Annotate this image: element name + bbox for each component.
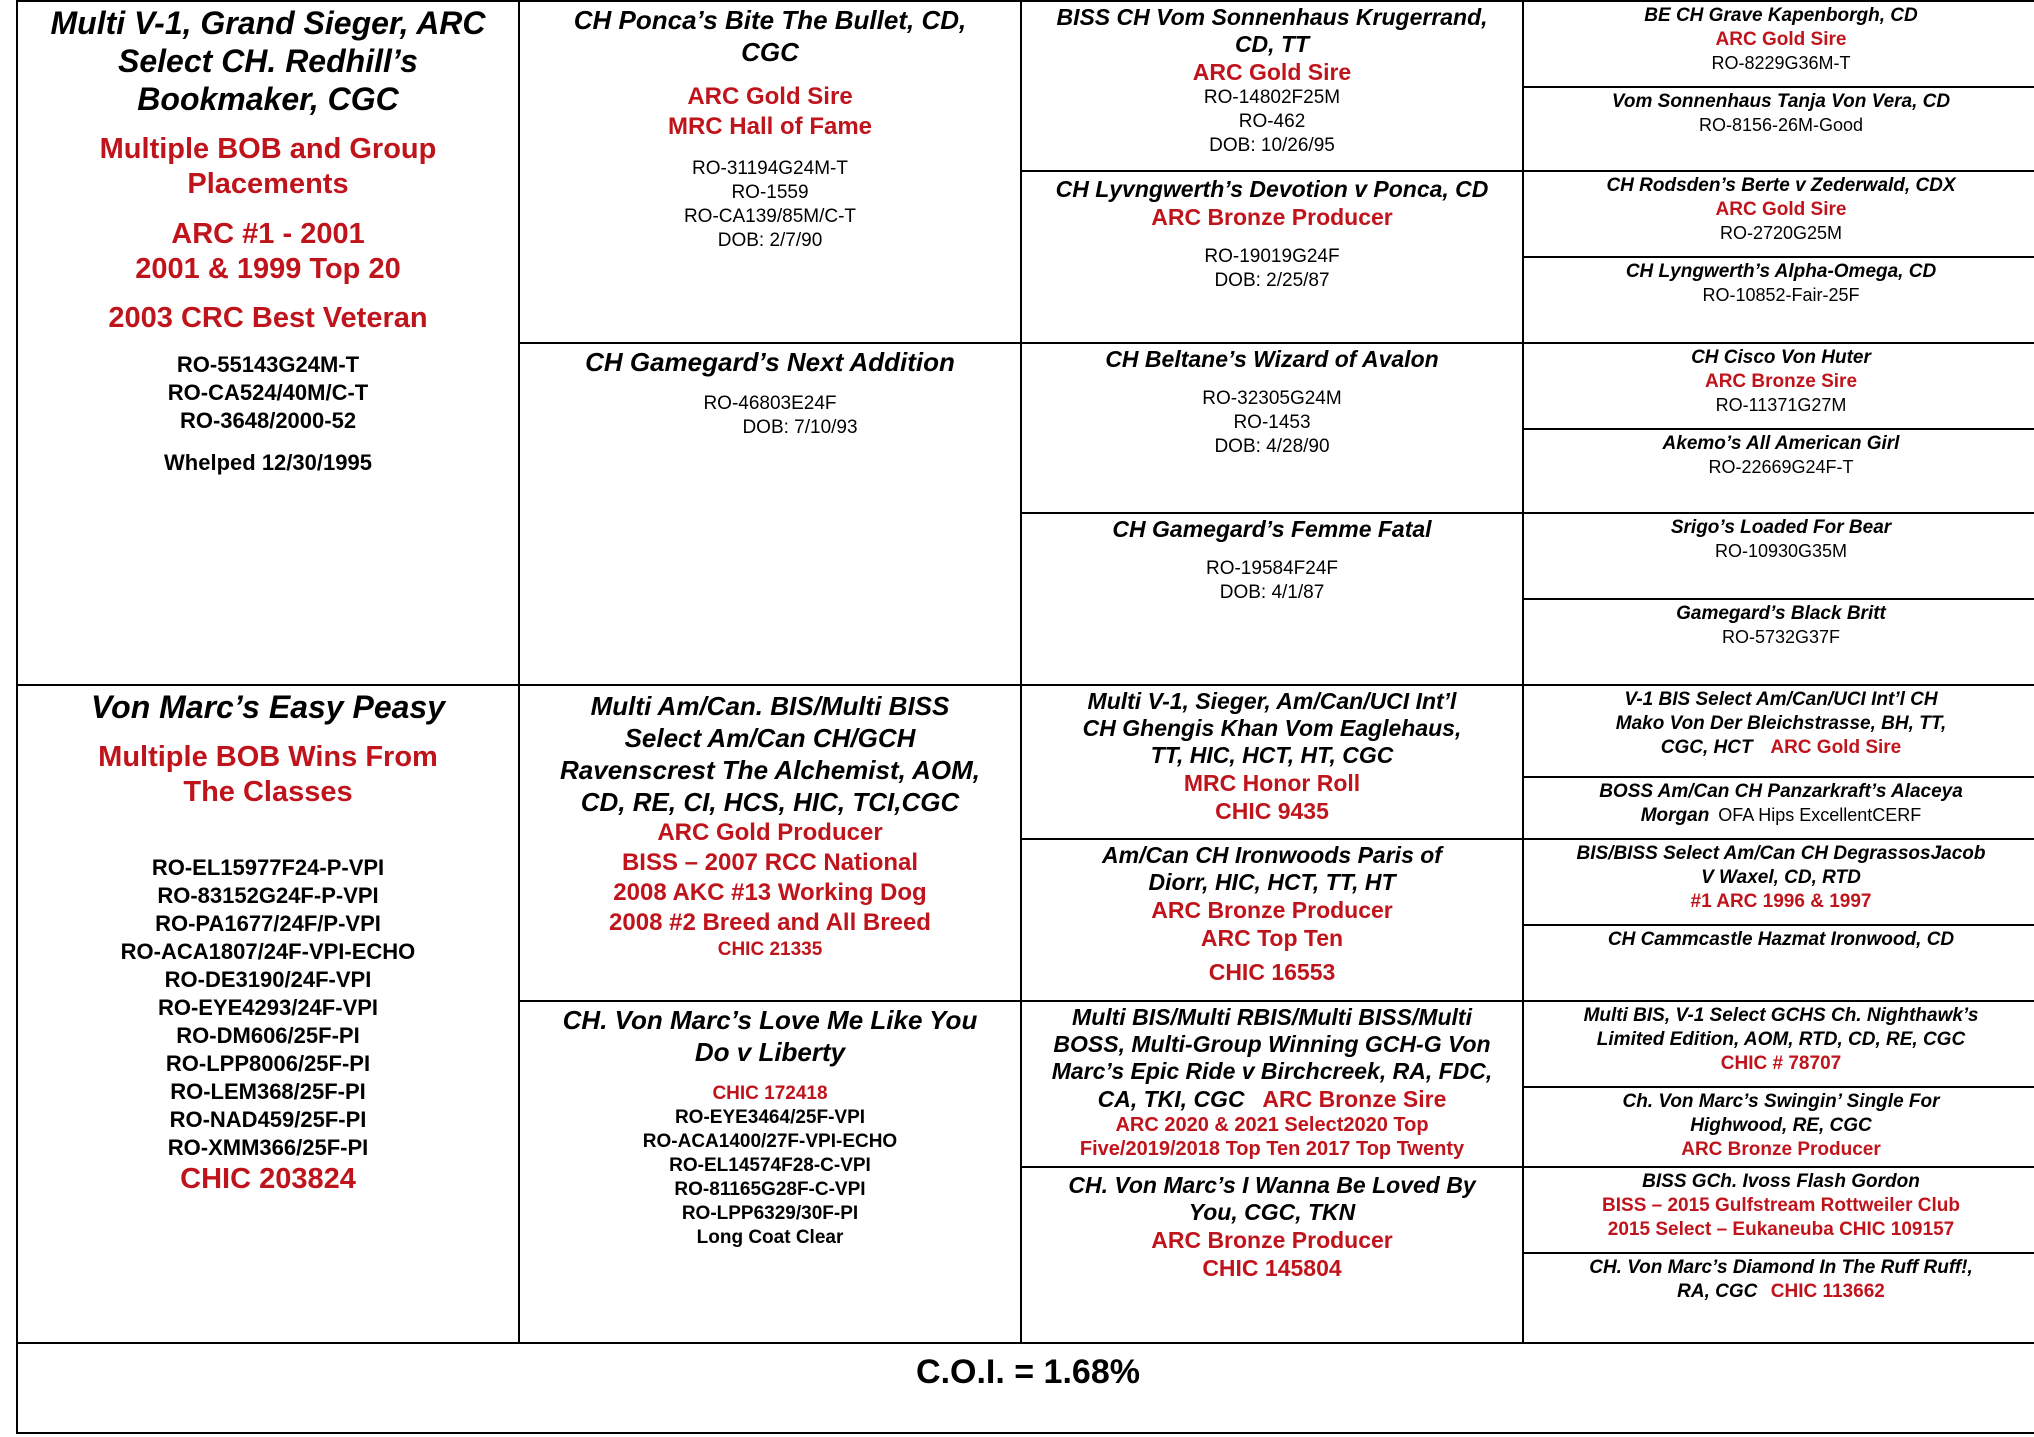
g4-name: CH Lyngwerth’s Alpha-Omega, CD	[1625, 261, 1937, 282]
ss-dob: DOB: 2/7/90	[717, 229, 823, 251]
g4-cell-12	[1522, 924, 2034, 1002]
g4-cell-13	[1522, 1000, 2034, 1088]
sire-name-line: Bookmaker, CGC	[137, 81, 399, 117]
g4-cell-6	[1522, 428, 2034, 514]
coi-footer	[16, 1342, 2034, 1434]
dam-number: RO-ACA1807/24F-VPI-ECHO	[120, 938, 416, 964]
g3-cell-2	[1020, 170, 1524, 344]
g4-name-line: Limited Edition, AOM, RTD, CD, RE, CGC	[1596, 1029, 1966, 1050]
sd-number: RO-46803E24F	[703, 393, 837, 415]
g4-name-line: Multi BIS, V-1 Select GCHS Ch. Nighthawk’s	[1583, 1005, 1979, 1026]
g4-award: ARC Bronze Sire	[1704, 371, 1858, 392]
g3-name-line: Marc’s Epic Ride v Birchcreek, RA, FDC,	[1051, 1058, 1493, 1084]
dam-number: RO-LPP8006/25F-PI	[165, 1050, 371, 1076]
g3-award: CHIC 9435	[1215, 798, 1329, 824]
g4-name-line: BOSS Am/Can CH Panzarkraft’s Alaceya	[1599, 781, 1963, 802]
g4-cell-8	[1522, 598, 2034, 686]
sire-name-line: Select CH. Redhill’s	[118, 43, 418, 79]
dam-number: RO-XMM366/25F-PI	[167, 1134, 369, 1160]
g3-dob: DOB: 10/26/95	[1209, 135, 1335, 156]
sire-number: RO-3648/2000-52	[179, 407, 357, 433]
dam-number: RO-DE3190/24F-VPI	[164, 966, 372, 992]
g4-name-line: CGC, HCT	[1660, 737, 1753, 758]
g4-cell-5	[1522, 342, 2034, 430]
g4-award: ARC Gold Sire	[1715, 199, 1847, 220]
ss-number: RO-1559	[731, 181, 809, 203]
g3-award: CHIC 145804	[1202, 1255, 1342, 1281]
dam-number: RO-LEM368/25F-PI	[170, 1078, 366, 1104]
g3-name-line: CH. Von Marc’s I Wanna Be Loved By	[1068, 1172, 1476, 1198]
g4-name-line: CH Cammcastle Hazmat Ironwood, CD	[1607, 929, 1955, 950]
g3-cell-3	[1020, 342, 1524, 514]
g4-name-line: Ch. Von Marc’s Swingin’ Single For	[1622, 1091, 1940, 1112]
g4-number: RO-8156-26M-Good	[1698, 115, 1864, 135]
g3-cell-5	[1020, 684, 1524, 840]
g3-name-line: CD, TT	[1234, 31, 1310, 57]
g3-award: ARC Bronze Producer	[1151, 897, 1393, 923]
pedigree-chart	[16, 0, 2034, 1434]
sire-award-line: ARC #1 - 2001	[171, 217, 365, 250]
dd-cell	[518, 1000, 1022, 1344]
g3-dob: DOB: 4/1/87	[1219, 582, 1325, 604]
g4-name: CH Rodsden’s Berte v Zederwald, CDX	[1606, 175, 1956, 196]
g4-number: RO-11371G27M	[1715, 395, 1847, 415]
dam-number: RO-83152G24F-P-VPI	[157, 882, 379, 908]
sire-title-line: Multiple BOB and Group	[99, 133, 437, 166]
g4-number: RO-5732G37F	[1721, 627, 1841, 647]
g3-name-line: CA, TKI, CGC	[1097, 1086, 1245, 1112]
g3-number: RO-1453	[1233, 412, 1311, 434]
dam-number: RO-PA1677/24F/P-VPI	[155, 910, 381, 936]
g4-cell-2	[1522, 86, 2034, 172]
g4-award: ARC Gold Sire	[1715, 29, 1847, 50]
g4-name: CH Cisco Von Huter	[1691, 347, 1871, 368]
g4-cell-4	[1522, 256, 2034, 344]
dd-number: RO-81165G28F-C-VPI	[674, 1179, 866, 1201]
g3-name-line: TT, HIC, HCT, HT, CGC	[1150, 742, 1394, 768]
dam-number: RO-NAD459/25F-PI	[169, 1106, 367, 1132]
ds-chic: CHIC 21335	[717, 939, 823, 960]
g3-name-line: Am/Can CH Ironwoods Paris of	[1102, 842, 1442, 868]
dd-number: RO-EL14574F28-C-VPI	[669, 1155, 871, 1177]
g3-cell-1	[1020, 0, 1524, 172]
dam-title-line: Multiple BOB Wins From	[98, 741, 438, 774]
g3-name-line: Diorr, HIC, HCT, TT, HT	[1148, 869, 1396, 895]
dam-number: RO-EYE4293/24F-VPI	[157, 994, 379, 1020]
sd-dob: DOB: 7/10/93	[742, 417, 858, 439]
ds-name-line: Select Am/Can CH/GCH	[624, 723, 916, 753]
g3-cell-4	[1020, 512, 1524, 686]
sire-title-line: Placements	[187, 168, 349, 201]
dam-cell	[16, 684, 520, 1344]
dd-name-line: Do v Liberty	[694, 1037, 846, 1067]
ss-number: RO-31194G24M-T	[692, 157, 848, 179]
g3-dob: DOB: 4/28/90	[1214, 436, 1330, 458]
sire-whelped: Whelped 12/30/1995	[164, 449, 372, 475]
g3-cell-6	[1020, 838, 1524, 1002]
g4-cell-15	[1522, 1166, 2034, 1254]
dam-chic: CHIC 203824	[180, 1162, 356, 1195]
ss-cell	[518, 0, 1022, 344]
g3-award: ARC Bronze Producer	[1151, 1227, 1393, 1253]
g4-cell-3	[1522, 170, 2034, 258]
g4-name-line: Mako Von Der Bleichstrasse, BH, TT,	[1615, 713, 1947, 734]
ss-name-line: CH Ponca’s Bite The Bullet, CD,	[573, 5, 967, 35]
g3-award-inline: ARC Bronze Sire	[1262, 1086, 1447, 1112]
dam-name: Von Marc’s Easy Peasy	[91, 689, 445, 725]
g4-number: RO-8229G36M-T	[1711, 53, 1851, 73]
g3-award: MRC Honor Roll	[1183, 770, 1361, 796]
dd-chic: CHIC 172418	[712, 1083, 828, 1105]
g4-award: ARC Gold Sire	[1770, 737, 1902, 758]
g3-award: ARC Gold Sire	[1192, 59, 1352, 85]
g3-name-line: BISS CH Vom Sonnenhaus Krugerrand,	[1056, 4, 1488, 30]
g3-number: RO-462	[1238, 111, 1306, 132]
ss-name-line: CGC	[741, 37, 799, 67]
g3-cell-8	[1020, 1166, 1524, 1344]
g4-extra: OFA Hips ExcellentCERF	[1718, 805, 1922, 825]
g3-name-line: Multi BIS/Multi RBIS/Multi BISS/Multi	[1072, 1004, 1472, 1030]
g3-number: RO-14802F25M	[1203, 87, 1341, 108]
g3-number: RO-19584F24F	[1205, 558, 1338, 580]
g4-name-line: Morgan	[1640, 805, 1710, 826]
g4-award: BISS – 2015 Gulfstream Rottweiler Club	[1602, 1195, 1960, 1216]
g4-name: Vom Sonnenhaus Tanja Von Vera, CD	[1611, 91, 1951, 112]
sire-name-line: Multi V-1, Grand Sieger, ARC	[50, 5, 486, 41]
g4-name: BE CH Grave Kapenborgh, CD	[1644, 5, 1918, 26]
sd-name: CH Gamegard’s Next Addition	[585, 347, 955, 377]
dd-name-line: CH. Von Marc’s Love Me Like You	[562, 1005, 978, 1035]
g4-name: Gamegard’s Black Britt	[1676, 603, 1886, 624]
g4-number: RO-10930G35M	[1714, 541, 1848, 561]
g4-name-line: V-1 BIS Select Am/Can/UCI Int’l CH	[1624, 689, 1938, 710]
g3-award: ARC 2020 & 2021 Select2020 Top	[1115, 1114, 1429, 1136]
g4-award: #1 ARC 1996 & 1997	[1690, 891, 1872, 912]
g4-name: Akemo’s All American Girl	[1662, 433, 1900, 454]
g4-name-line: BISS GCh. Ivoss Flash Gordon	[1642, 1171, 1920, 1192]
g3-number: RO-19019G24F	[1204, 246, 1340, 268]
ss-award-line: ARC Gold Sire	[687, 83, 853, 111]
g4-cell-16	[1522, 1252, 2034, 1344]
sire-award-line: 2001 & 1999 Top 20	[135, 252, 401, 285]
g4-award: ARC Bronze Producer	[1681, 1139, 1881, 1160]
ds-cell	[518, 684, 1022, 1002]
g3-name-line: CH Gamegard’s Femme Fatal	[1112, 516, 1432, 542]
g3-award: CHIC 16553	[1208, 959, 1336, 985]
g4-cell-7	[1522, 512, 2034, 600]
g4-name-line: CH. Von Marc’s Diamond In The Ruff Ruff!,	[1589, 1257, 1973, 1278]
g4-name-line: RA, CGC	[1677, 1281, 1758, 1302]
g4-name-line: Highwood, RE, CGC	[1690, 1115, 1872, 1136]
ds-award-line: BISS – 2007 RCC National	[621, 849, 919, 876]
g3-name-line: BOSS, Multi-Group Winning GCH-G Von	[1053, 1031, 1491, 1057]
sd-cell	[518, 342, 1022, 686]
g4-name-line: V Waxel, CD, RTD	[1701, 867, 1861, 888]
g3-name-line: Multi V-1, Sieger, Am/Can/UCI Int’l	[1087, 688, 1457, 714]
ds-name-line: Multi Am/Can. BIS/Multi BISS	[590, 691, 950, 721]
sire-veteran: 2003 CRC Best Veteran	[108, 302, 428, 335]
g4-number: RO-22669G24F-T	[1708, 457, 1854, 477]
dam-number: RO-DM606/25F-PI	[176, 1022, 360, 1048]
g4-cell-14	[1522, 1086, 2034, 1168]
g4-award: CHIC # 78707	[1720, 1053, 1842, 1074]
g4-name-line: BIS/BISS Select Am/Can CH DegrassosJacob	[1576, 843, 1986, 864]
dam-title-line: The Classes	[183, 776, 353, 809]
ds-award-line: 2008 #2 Breed and All Breed	[609, 909, 931, 936]
g4-award: 2015 Select – Eukaneuba CHIC 109157	[1607, 1219, 1955, 1240]
ds-name-line: CD, RE, CI, HCS, HIC, TCI,CGC	[580, 787, 960, 817]
g3-name-line: You, CGC, TKN	[1188, 1199, 1356, 1225]
dd-number: RO-EYE3464/25F-VPI	[674, 1107, 866, 1129]
dd-number: RO-ACA1400/27F-VPI-ECHO	[642, 1131, 898, 1153]
g3-name-line: CH Lyvngwerth’s Devotion v Ponca, CD	[1055, 176, 1489, 202]
g3-award: Five/2019/2018 Top Ten 2017 Top Twenty	[1079, 1138, 1465, 1160]
g3-number: RO-32305G24M	[1202, 388, 1342, 410]
ds-award-line: ARC Gold Producer	[657, 819, 883, 846]
g4-number: RO-10852-Fair-25F	[1702, 285, 1860, 305]
g4-award: CHIC 113662	[1770, 1281, 1885, 1302]
g3-name-line: CH Beltane’s Wizard of Avalon	[1105, 346, 1439, 372]
g4-name: Srigo’s Loaded For Bear	[1670, 517, 1892, 538]
g4-number: RO-2720G25M	[1719, 223, 1843, 243]
dam-number: RO-EL15977F24-P-VPI	[151, 854, 385, 880]
sire-cell	[16, 0, 520, 686]
g3-cell-7	[1020, 1000, 1524, 1168]
g3-name-line: CH Ghengis Khan Vom Eaglehaus,	[1082, 715, 1462, 741]
g4-cell-11	[1522, 838, 2034, 926]
g4-cell-1	[1522, 0, 2034, 88]
ds-award-line: 2008 AKC #13 Working Dog	[613, 879, 927, 906]
g4-cell-10	[1522, 776, 2034, 840]
ds-name-line: Ravenscrest The Alchemist, AOM,	[560, 755, 980, 785]
g4-cell-9	[1522, 684, 2034, 778]
ss-award-line: MRC Hall of Fame	[667, 113, 873, 141]
g3-award: ARC Bronze Producer	[1151, 204, 1393, 230]
sire-number: RO-55143G24M-T	[176, 351, 360, 377]
coi-value: C.O.I. = 1.68%	[916, 1353, 1140, 1391]
g3-award: ARC Top Ten	[1200, 925, 1344, 951]
g3-dob: DOB: 2/25/87	[1214, 270, 1330, 292]
sire-number: RO-CA524/40M/C-T	[167, 379, 369, 405]
dd-coat: Long Coat Clear	[696, 1227, 844, 1249]
dd-number: RO-LPP6329/30F-PI	[681, 1203, 859, 1225]
ss-number: RO-CA139/85M/C-T	[683, 205, 857, 227]
